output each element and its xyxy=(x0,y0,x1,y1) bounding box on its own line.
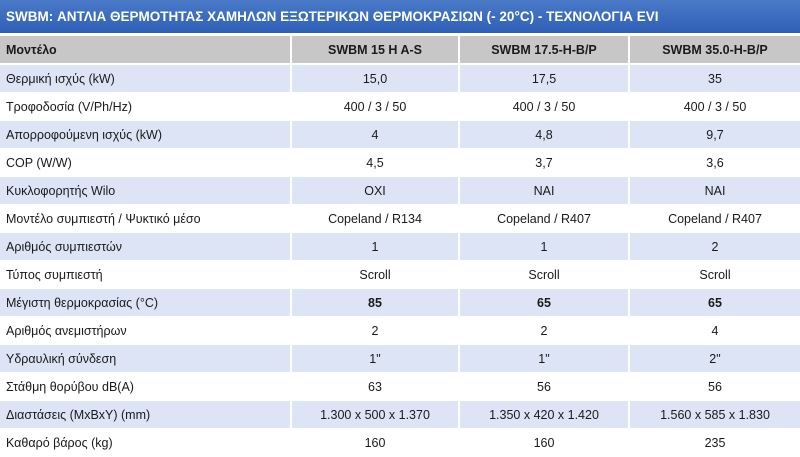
row-value: 4,8 xyxy=(460,121,630,149)
row-value: Copeland / R134 xyxy=(292,205,460,233)
row-value: 235 xyxy=(630,429,800,457)
row-value: 63 xyxy=(292,373,460,401)
table-row xyxy=(0,429,800,457)
row-label: Τύπος συμπιεστή xyxy=(0,261,292,289)
table-row xyxy=(0,121,800,149)
table-row xyxy=(0,317,800,345)
row-label: Διαστάσεις (MxBxY) (mm) xyxy=(0,401,292,429)
row-label: Στάθμη θορύβου dB(A) xyxy=(0,373,292,401)
row-value: Copeland / R407 xyxy=(630,205,800,233)
row-value: 1 xyxy=(460,233,630,261)
row-value: 9,7 xyxy=(630,121,800,149)
table-row xyxy=(0,345,800,373)
row-label: Θερμική ισχύς (kW) xyxy=(0,65,292,93)
row-label: Μοντέλο συμπιεστή / Ψυκτικό μέσο xyxy=(0,205,292,233)
row-value: 65 xyxy=(630,289,800,317)
table-row xyxy=(0,373,800,401)
row-value: 56 xyxy=(460,373,630,401)
row-value: 15,0 xyxy=(292,65,460,93)
header-model-1: SWBM 15 H A-S xyxy=(292,36,460,65)
row-value: 1" xyxy=(292,345,460,373)
row-label: Απορροφούμενη ισχύς (kW) xyxy=(0,121,292,149)
row-value: Scroll xyxy=(292,261,460,289)
row-value: 4,5 xyxy=(292,149,460,177)
header-model-3: SWBM 35.0-H-B/P xyxy=(630,36,800,65)
row-value: Scroll xyxy=(460,261,630,289)
row-value: 1.300 x 500 x 1.370 xyxy=(292,401,460,429)
row-value: ΝΑΙ xyxy=(460,177,630,205)
row-value: 35 xyxy=(630,65,800,93)
row-label: Τροφοδοσία (V/Ph/Hz) xyxy=(0,93,292,121)
row-value: 1.560 x 585 x 1.830 xyxy=(630,401,800,429)
row-value: 2" xyxy=(630,345,800,373)
row-value: 1.350 x 420 x 1.420 xyxy=(460,401,630,429)
row-value: 400 / 3 / 50 xyxy=(460,93,630,121)
row-value: 400 / 3 / 50 xyxy=(292,93,460,121)
row-label: Υδραυλική σύνδεση xyxy=(0,345,292,373)
row-value: ΟΧΙ xyxy=(292,177,460,205)
row-label: Μέγιστη θερμοκρασίας (°C) xyxy=(0,289,292,317)
row-value: 2 xyxy=(460,317,630,345)
row-label: COP (W/W) xyxy=(0,149,292,177)
row-label: Κυκλοφορητής Wilo xyxy=(0,177,292,205)
row-value: 2 xyxy=(292,317,460,345)
header-row xyxy=(0,36,800,65)
row-label: Αριθμός ανεμιστήρων xyxy=(0,317,292,345)
table-row xyxy=(0,401,800,429)
row-value: 1 xyxy=(292,233,460,261)
row-value: 65 xyxy=(460,289,630,317)
row-value: 1" xyxy=(460,345,630,373)
header-model-2: SWBM 17.5-H-B/P xyxy=(460,36,630,65)
row-value: 17,5 xyxy=(460,65,630,93)
table-row xyxy=(0,205,800,233)
row-value: 4 xyxy=(630,317,800,345)
row-value: 160 xyxy=(460,429,630,457)
row-value: 3,7 xyxy=(460,149,630,177)
table-row xyxy=(0,149,800,177)
row-value: 400 / 3 / 50 xyxy=(630,93,800,121)
row-value: 3,6 xyxy=(630,149,800,177)
spec-table xyxy=(0,36,800,457)
row-value: 4 xyxy=(292,121,460,149)
row-label: Αριθμός συμπιεστών xyxy=(0,233,292,261)
table-row xyxy=(0,93,800,121)
table-title: SWBM: ΑΝΤΛΙΑ ΘΕΡΜΟΤΗΤΑΣ ΧΑΜΗΛΩΝ ΕΞΩΤΕΡΙΚΩΝ ΘΕΡΜΟΚΡΑΣΙΩΝ (- 20°C) - ΤΕΧΝΟΛΟΓΙΑ EVI xyxy=(0,0,800,33)
table-row xyxy=(0,177,800,205)
table-row xyxy=(0,233,800,261)
header-label: Μοντέλο xyxy=(0,36,292,65)
table-row xyxy=(0,261,800,289)
row-value: 160 xyxy=(292,429,460,457)
row-label: Καθαρό βάρος (kg) xyxy=(0,429,292,457)
row-value: 56 xyxy=(630,373,800,401)
table-row xyxy=(0,65,800,93)
row-value: 2 xyxy=(630,233,800,261)
row-value: ΝΑΙ xyxy=(630,177,800,205)
row-value: Scroll xyxy=(630,261,800,289)
row-value: Copeland / R407 xyxy=(460,205,630,233)
row-value: 85 xyxy=(292,289,460,317)
table-row xyxy=(0,289,800,317)
